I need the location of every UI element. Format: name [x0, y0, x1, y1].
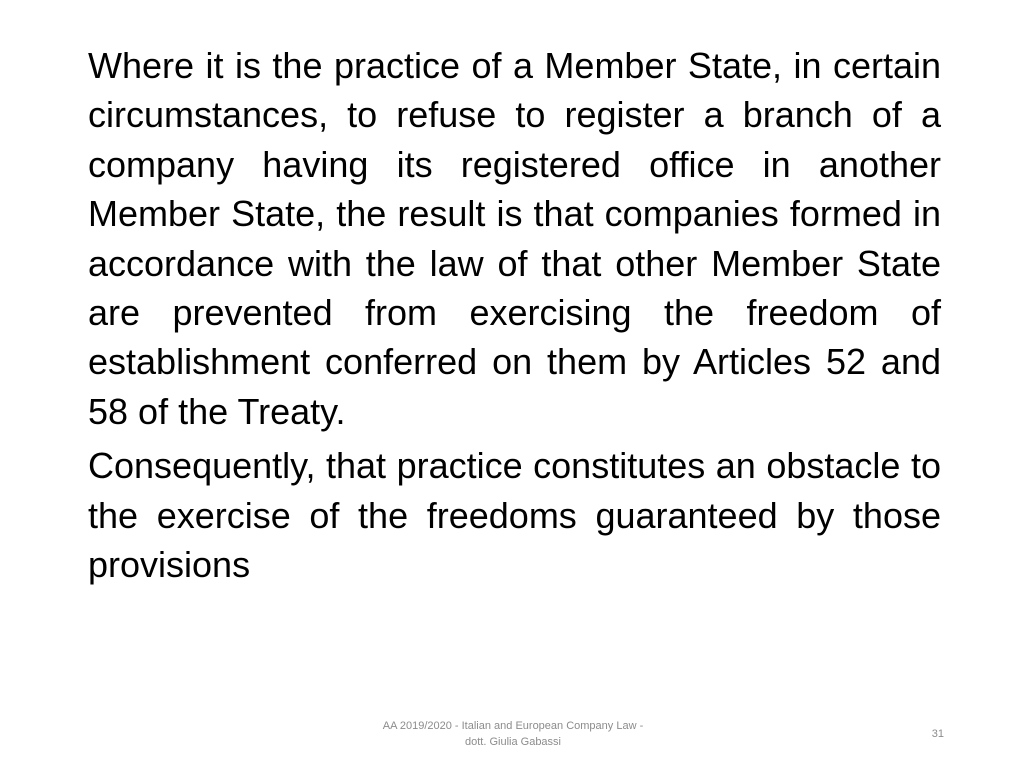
- body-paragraph-1: Where it is the practice of a Member State, in certain circumstances, to refuse to register a branch of a company having its registered office in another Member State, the result is that companies formed in accordance with the law of that other Member State are prevented from exercising the freedom of establishment conferred on them by Articles 52 and 58 of the Treaty.: [88, 45, 941, 432]
- slide-footer: [360, 718, 666, 750]
- body-paragraph-2: Consequently, that practice constitutes an obstacle to the exercise of the freedoms guaranteed by those provisions: [88, 445, 941, 586]
- footer-course-line: AA 2019/2020 - Italian and European Company Law -: [382, 720, 644, 732]
- slide-body: [88, 41, 941, 594]
- footer-author-line: dott. Giulia Gabassi: [465, 736, 561, 748]
- page-number: 31: [931, 728, 944, 740]
